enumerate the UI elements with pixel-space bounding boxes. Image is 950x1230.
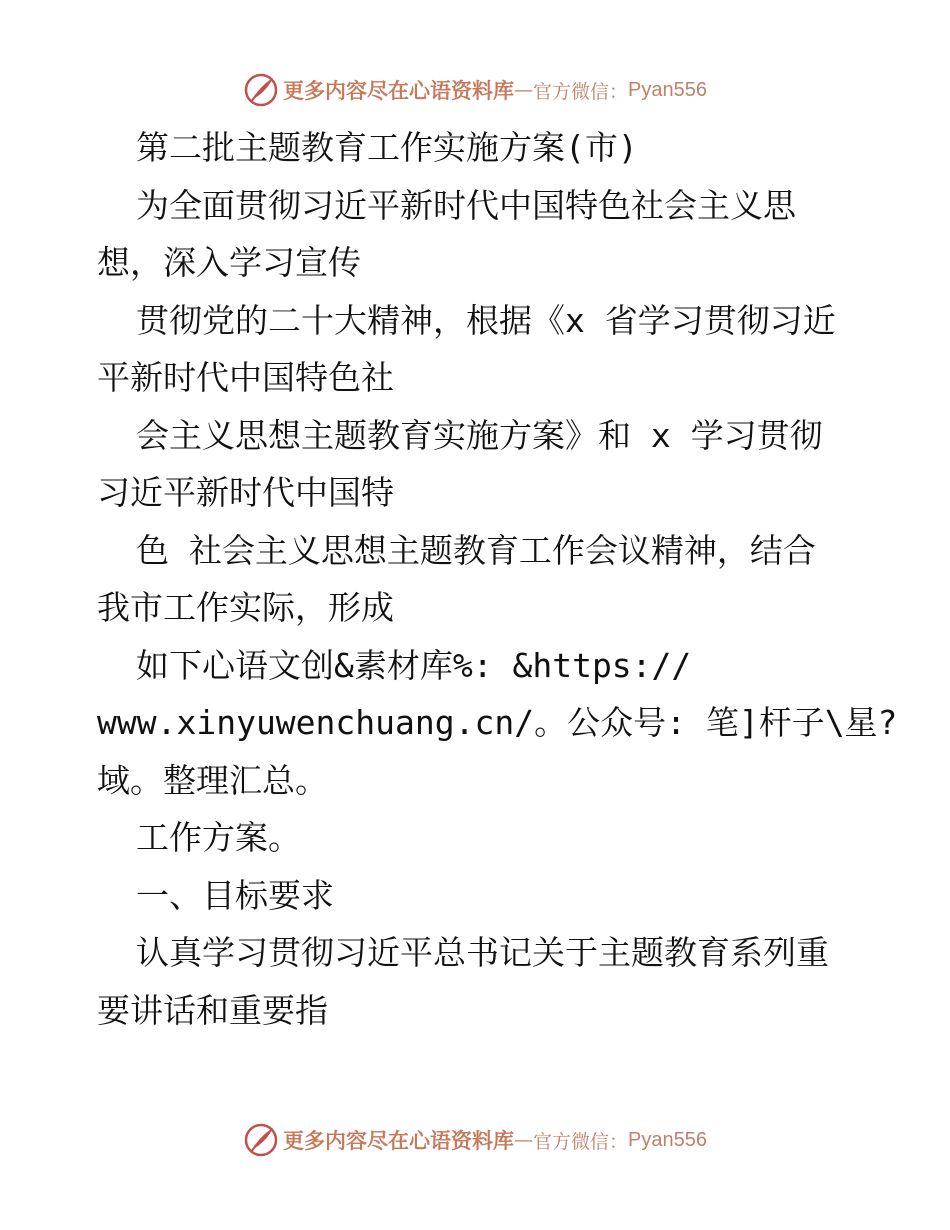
text-line: 一、目标要求 (136, 875, 334, 915)
text-line: 会主义思想主题教育实施方案》和 x 学习贯彻 (136, 415, 823, 455)
text-line: 为全面贯彻习近平新时代中国特色社会主义思 (136, 185, 796, 225)
text-line: 想，深入学习宣传 (97, 243, 361, 282)
text-line: 习近平新时代中国特 (97, 473, 394, 512)
feather-pen-logo-icon (243, 1122, 279, 1158)
banner-dash: — (514, 79, 533, 101)
feather-pen-logo-icon (243, 72, 279, 108)
banner-title: 更多内容尽在心语资料库 (283, 78, 514, 103)
banner-wechat-id: Pyan556 (628, 1128, 707, 1151)
text-line: 如下心语文创&素材库%: &https:// (136, 645, 692, 685)
text-line: 我市工作实际，形成 (97, 588, 394, 627)
text-line: 要讲话和重要指 (97, 990, 328, 1030)
footer-banner (0, 1120, 950, 1160)
text-line: 色 社会主义思想主题教育工作会议精神，结合 (136, 530, 816, 570)
text-line: 认真学习贯彻习近平总书记关于主题教育系列重 (136, 933, 829, 972)
banner-title: 更多内容尽在心语资料库 (283, 1128, 514, 1153)
banner-wechat-label: 官方微信： (533, 1130, 629, 1153)
banner-wechat-id: Pyan556 (628, 78, 707, 101)
text-line: 贯彻党的二十大精神，根据《x 省学习贯彻习近 (136, 300, 836, 340)
text-line: 工作方案。 (136, 818, 301, 857)
text-line: www.xinyuwenchuang.cn/。公众号: 笔]杆子\星? (97, 703, 898, 742)
text-line: 域。整理汇总。 (97, 760, 328, 800)
text-line: 第二批主题教育工作实施方案(市) (136, 128, 638, 167)
banner-wechat-label: 官方微信： (533, 80, 629, 103)
header-banner (0, 70, 950, 110)
banner-dash: — (514, 1129, 533, 1151)
text-line: 平新时代中国特色社 (97, 358, 394, 397)
document-body (97, 119, 898, 1039)
